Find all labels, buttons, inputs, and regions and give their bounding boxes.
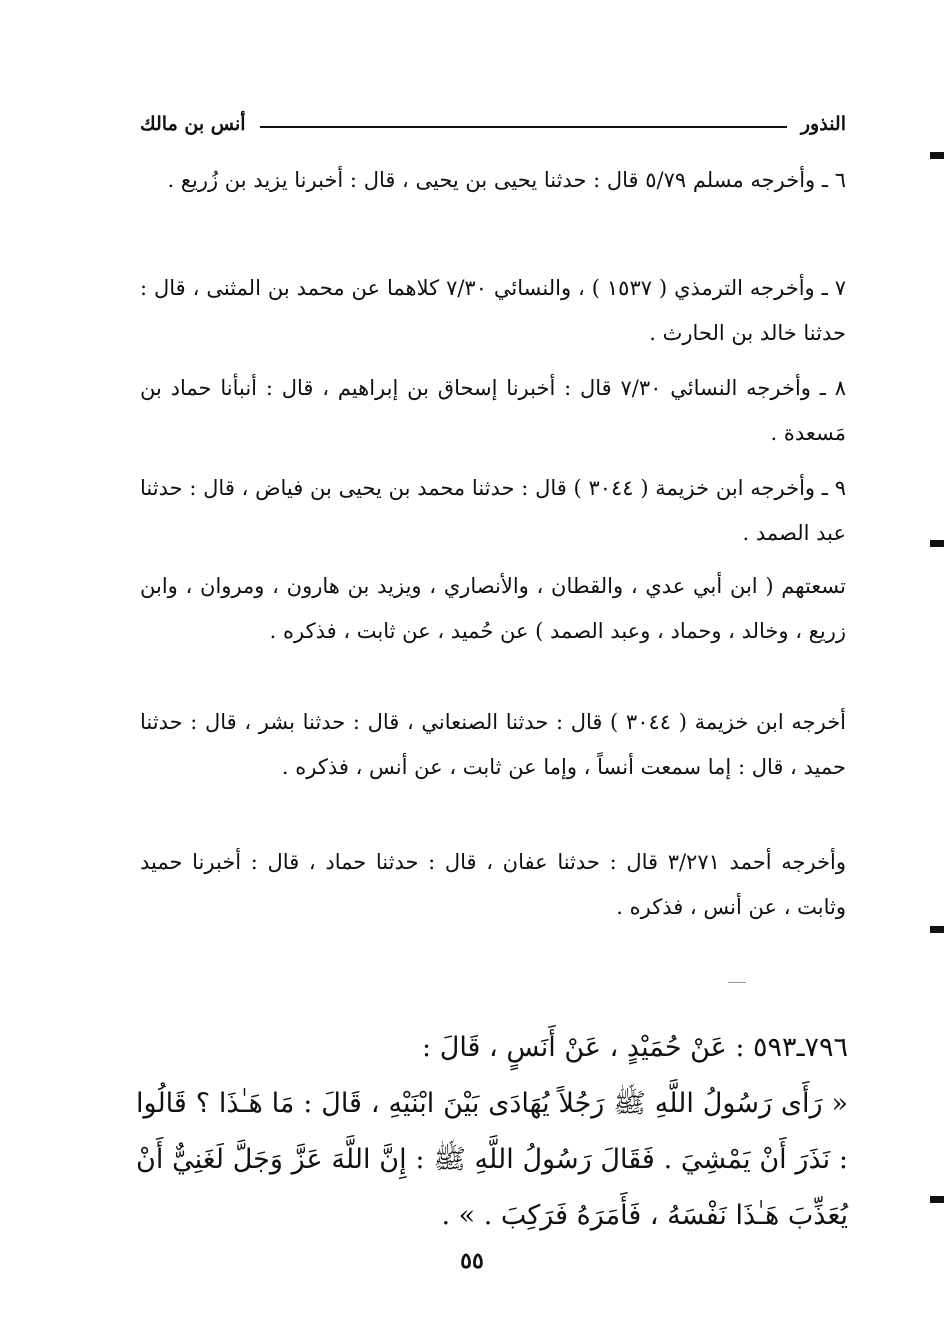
scan-edge-mark [930, 540, 944, 547]
footnote-ahmad: وأخرجه أحمد ٣/٢٧١ قال : حدثنا عفان ، قال : حدثنا حماد ، قال : أخبرنا حميد وثابت ، عن أنس ، فذكره . [140, 850, 846, 919]
footnote-ibn-khuzaymah: أخرجه ابن خزيمة ( ٣٠٤٤ ) قال : حدثنا الصنعاني ، قال : حدثنا بشر ، قال : حدثنا حميد ، قال : إما سمعت أنساً ، وإما عن ثابت ، عن أنس ، فذكره . [140, 710, 847, 779]
page-number: ٥٥ [460, 1248, 484, 1274]
running-header [140, 106, 846, 142]
footnote-6: ٦ ـ وأخرجه مسلم ٥/٧٩ قال : حدثنا يحيى بن يحيى ، قال : أخبرنا يزيد بن زُريع . [167, 168, 846, 192]
footnote-8: ٨ ـ وأخرجه النسائي ٧/٣٠ قال : أخبرنا إسحاق بن إبراهيم ، قال : أنبأنا حماد بن مَسعدة . [140, 376, 846, 445]
hadith-heading [136, 1020, 848, 1076]
footnote-7: ٧ ـ وأخرجه الترمذي ( ١٥٣٧ ) ، والنسائي ٧/٣٠ كلاهما عن محمد بن المثنى ، قال : حدثنا خالد بن الحارث . [140, 276, 846, 345]
hadith-text: « رَأَى رَسُولُ اللَّهِ ﷺ رَجُلاً يُهَادَى بَيْنَ ابْنَيْهِ ، قَالَ : مَا هَـٰذَا ؟ قَالُوا : نَذَرَ أَنْ يَمْشِيَ . فَقَالَ رَسُولُ اللَّهِ ﷺ : إِنَّ اللَّهَ عَزَّ وَجَلَّ لَغَنِيٌّ أَنْ يُعَذِّبَ هَـٰذَا نَفْسَهُ ، فَأَمَرَهُ فَرَكِبَ . » . [136, 1088, 848, 1231]
chapter-title: النذور [800, 113, 846, 135]
hadith-number: ٧٩٦ـ٥٩٣ [753, 1032, 848, 1063]
footnote-9: ٩ ـ وأخرجه ابن خزيمة ( ٣٠٤٤ ) قال : حدثنا محمد بن يحيى بن فياض ، قال : حدثنا عبد الصمد . [140, 476, 846, 545]
header-rule [260, 126, 787, 128]
footnote-summary: تسعتهم ( ابن أبي عدي ، والقطان ، والأنصاري ، ويزيد بن هارون ، ومروان ، وابن زريع ، وخالد ، وحماد ، وعبد الصمد ) عن حُميد ، عن ثابت ، فذكره . [140, 574, 846, 643]
book-title: أنس بن مالك [140, 113, 246, 135]
scan-edge-mark [930, 1196, 944, 1203]
scan-edge-mark [930, 152, 944, 159]
hadith-isnad: : عَنْ حُمَيْدٍ ، عَنْ أَنَسٍ ، قَالَ : [422, 1032, 745, 1063]
scan-edge-mark [930, 926, 944, 933]
section-separator [728, 982, 746, 983]
